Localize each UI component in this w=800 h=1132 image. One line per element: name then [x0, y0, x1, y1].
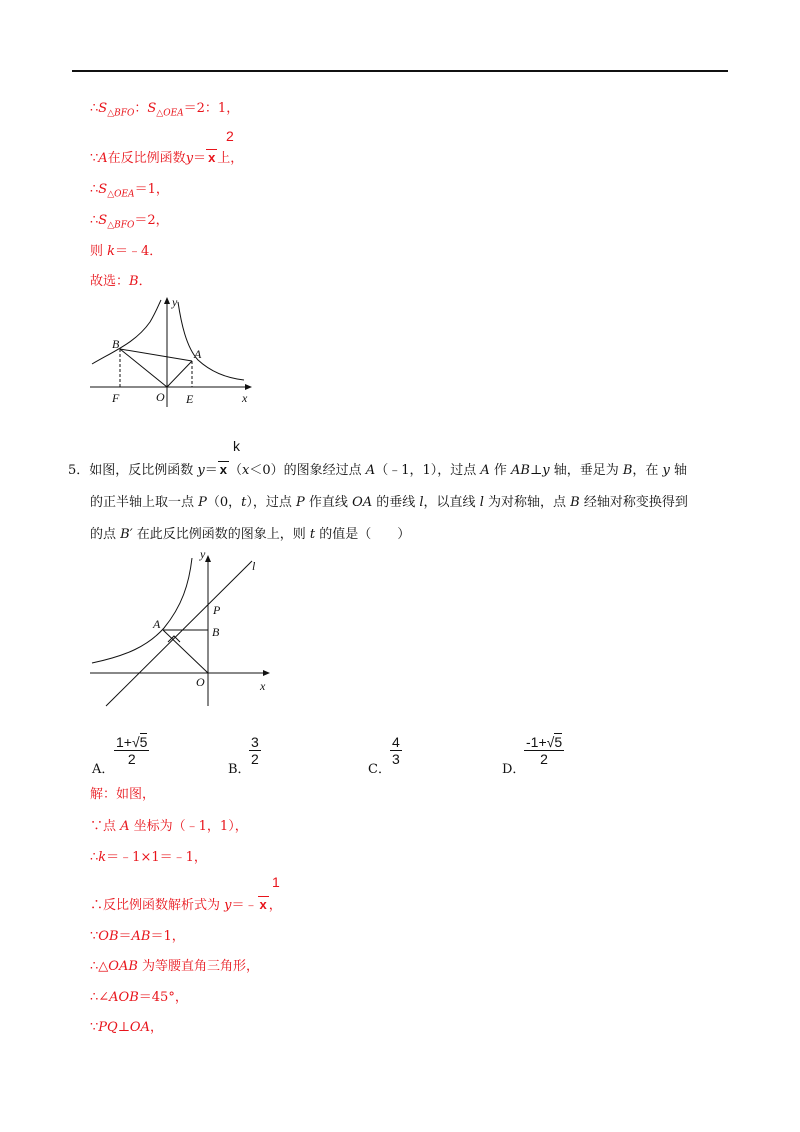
option-A-fraction: 1+√5 2: [116, 734, 148, 767]
answer-line-5: ∵OB＝AB＝1，: [90, 929, 185, 944]
option-D-fraction: -1+√5 2: [526, 734, 563, 767]
label-y: y: [200, 547, 206, 561]
hyperbola-branch: [92, 558, 192, 663]
q5-line-3: 的点 B′ 在此反比例函数的图象上，则 t 的值是（ ）: [90, 527, 411, 542]
label-B: B: [212, 625, 220, 639]
fraction-numerator-2: 2: [226, 128, 234, 144]
label-O: O: [196, 675, 205, 689]
label-l: l: [252, 559, 256, 573]
solution-line-4: $\therefore S_{\triangle BFO}=2$，: [90, 213, 169, 231]
option-C-fraction: 4 3: [392, 734, 400, 767]
label-F: F: [112, 391, 120, 405]
q5-line-2: 的正半轴上取一点 P（0，t），过点 P 作直线 OA 的垂线 l，以直线 l 为对称轴，点 B 经轴对称变换得到: [90, 495, 688, 510]
solution-line-2: ∵A在反比例函数y＝ x 上，: [90, 150, 244, 166]
answer-line-6: ∴△OAB 为等腰直角三角形，: [90, 959, 260, 974]
answer-fraction-numerator-1: 1: [272, 874, 280, 890]
option-C-letter: C．: [368, 762, 391, 777]
label-A: A: [194, 347, 202, 361]
answer-line-7: ∴∠AOB＝45°，: [90, 990, 188, 1005]
header-rule: [72, 70, 728, 72]
solution-line-1: $\therefore S_{\triangle BFO}$：$S_{\triangle OEA}=2$：1，: [90, 101, 240, 119]
label-A: A: [153, 617, 161, 631]
x-axis-arrow: [245, 384, 252, 390]
option-B-fraction: 3 2: [251, 734, 259, 767]
right-branch: [178, 302, 244, 380]
answer-line-1: 解：如图，: [90, 787, 156, 802]
segment-AO: [163, 630, 208, 673]
label-O: O: [156, 390, 165, 404]
option-B[interactable]: [228, 758, 251, 777]
label-E: E: [186, 392, 194, 406]
label-x: x: [242, 391, 248, 405]
q5-line-1: 5．如图，反比例函数 y＝ x （x＜0）的图象经过点 A（﹣1，1），过点 A 作 AB⊥y 轴，垂足为 B，在 y 轴: [68, 462, 688, 478]
solution-line-6: 故选：B．: [90, 274, 152, 289]
label-y: y: [172, 295, 178, 309]
option-B-letter: B．: [228, 762, 251, 777]
segment-BO: [120, 349, 167, 387]
answer-line-4: ∴反比例函数解析式为 y＝﹣ x ，: [90, 897, 282, 913]
figure-2-reflection: [86, 546, 276, 708]
x-axis-arrow: [263, 670, 270, 676]
q5-fraction-numerator-k: k: [233, 438, 240, 454]
label-P: P: [213, 603, 221, 617]
line-l: [106, 561, 252, 706]
option-A-letter: A．: [92, 762, 115, 777]
segment-OA: [167, 361, 192, 387]
y-axis-arrow: [205, 555, 211, 562]
solution-line-3: $\therefore S_{\triangle OEA}=1$，: [90, 182, 169, 200]
label-x: x: [260, 679, 266, 693]
option-A[interactable]: [92, 758, 114, 777]
option-C[interactable]: [368, 758, 391, 777]
option-D[interactable]: [502, 758, 525, 777]
solution-line-5: 则 k＝﹣4．: [90, 244, 163, 259]
label-B: B: [112, 337, 120, 351]
segment-BA: [120, 349, 192, 361]
option-D-letter: D．: [502, 762, 526, 777]
figure-1-hyperbola: [86, 292, 256, 412]
answer-line-8: ∵PQ⊥OA，: [90, 1020, 163, 1035]
y-axis-arrow: [164, 297, 170, 304]
answer-line-3: ∴k＝﹣1×1＝﹣1，: [90, 850, 207, 865]
answer-line-2: ∵点 A 坐标为（﹣1，1），: [90, 819, 248, 834]
